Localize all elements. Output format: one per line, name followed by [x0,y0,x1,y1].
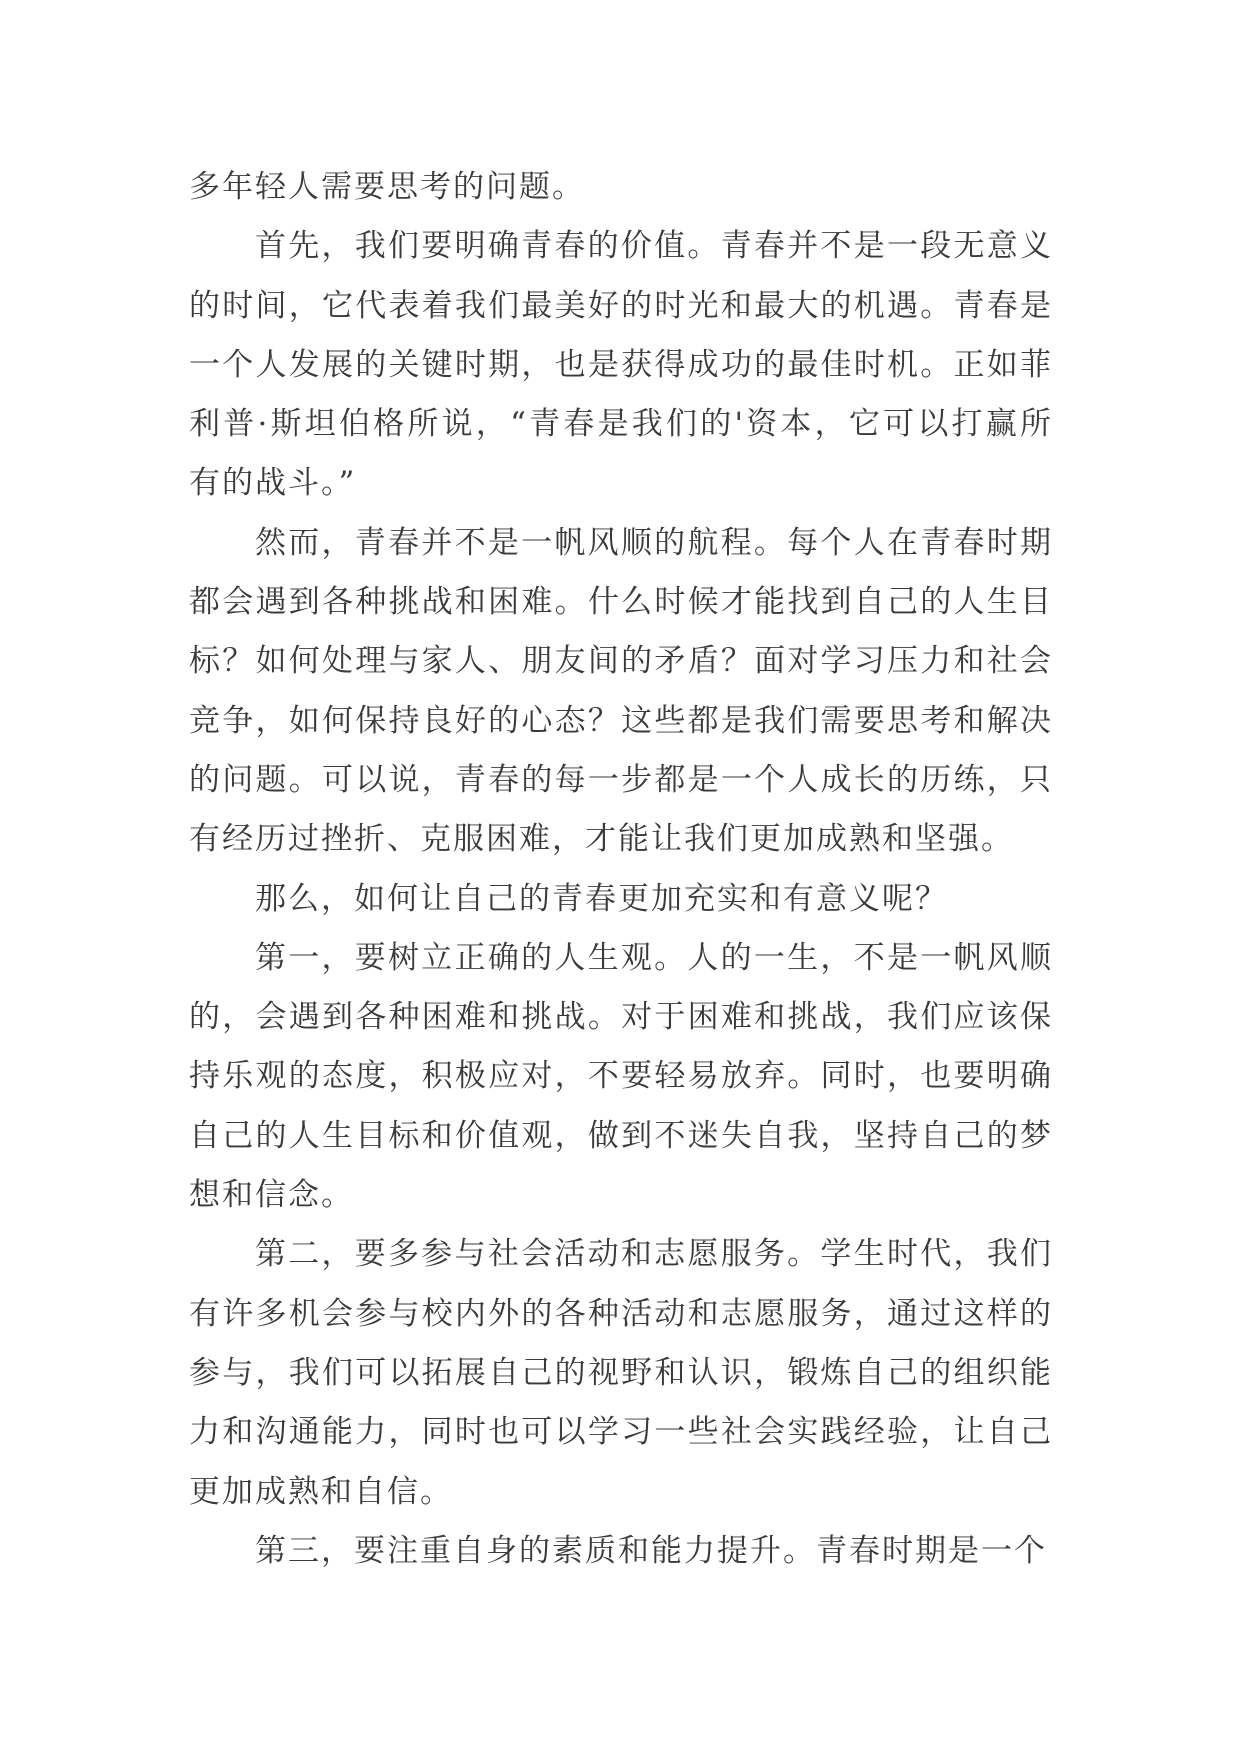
paragraph-4: 那么，如何让自己的青春更加充实和有意义呢？ [255,880,948,917]
paragraph-2: 首先，我们要明确青春的价值。青春并不是一段无意义的时间，它代表着我们最美好的时光和最大的机遇。青春是一个人发展的关键时期，也是获得成功的最佳时机。正如菲利普·斯坦伯格所说，“青春是我们的'资本，它可以打赢所有的战斗。” [189,228,1053,502]
paragraph-5: 第一，要树立正确的人生观。人的一生，不是一帆风顺的，会遇到各种困难和挑战。对于困难和挑战，我们应该保持乐观的态度，积极应对，不要轻易放弃。同时，也要明确自己的人生目标和价值观，做到不迷失自我，坚持自己的梦想和信念。 [189,939,1053,1214]
paragraph-6: 第二，要多参与社会活动和志愿服务。学生时代，我们有许多机会参与校内外的各种活动和志愿服务，通过这样的参与，我们可以拓展自己的视野和认识，锻炼自己的组织能力和沟通能力，同时也可以学习一些社会实践经验，让自己更加成熟和自信。 [189,1236,1053,1510]
body-text [189,158,1053,1581]
paragraph-7: 第三，要注重自身的素质和能力提升。青春时期是一个 [255,1532,1047,1569]
paragraph-3: 然而，青春并不是一帆风顺的航程。每个人在青春时期都会遇到各种挑战和困难。什么时候才能找到自己的人生目标？如何处理与家人、朋友间的矛盾？面对学习压力和社会竞争，如何保持良好的心态？这些都是我们需要思考和解决的问题。可以说，青春的每一步都是一个人成长的历练，只有经历过挫折、克服困难，才能让我们更加成熟和坚强。 [189,524,1053,858]
paragraph-1: 多年轻人需要思考的问题。 [189,169,585,205]
